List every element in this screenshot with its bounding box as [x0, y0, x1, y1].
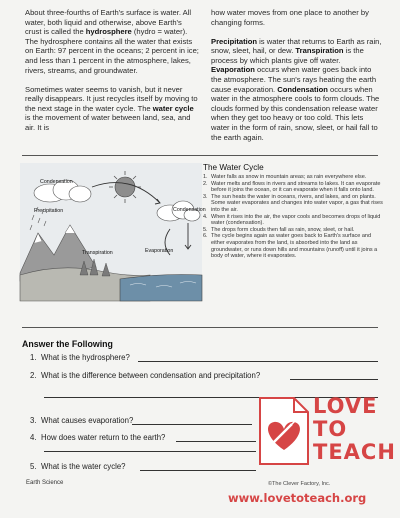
intro-left-column: [25, 8, 200, 142]
answer-line-3[interactable]: [132, 424, 252, 425]
logo-line-love: LOVE: [313, 394, 378, 418]
term-evaporation: Evaporation: [211, 65, 255, 75]
section-divider: [22, 155, 378, 156]
ocean: [120, 275, 202, 302]
answer-line-5[interactable]: [140, 470, 256, 471]
water-cycle-steps: [203, 163, 383, 260]
step-item: 2. Water melts and flows in rivers and streams to lakes. It can evaporate before it joins the ocean, or it can evaporate when it falls onto land.: [203, 180, 381, 194]
footer-copyright: ©The Clever Factory, Inc.: [268, 481, 331, 487]
question-4: 4. How does water return to the earth?: [30, 433, 166, 442]
question-5: 5. What is the water cycle?: [30, 462, 126, 471]
term-condensation: Condensation: [277, 84, 328, 94]
intro-right-column: [211, 8, 383, 152]
term-transpiration: Transpiration: [295, 46, 344, 56]
water-cycle-diagram: [20, 163, 206, 301]
intro-paragraph-1: About three-fourths of Earth's surface is water. All water, both liquid and otherwise, above Earth's crust is called the hydrosphere (hydro = water). The hydrosphere contains all the water that exists on Earth: 97 percent in the oceans; 2 percent in ice; and less than 1 percent in the atmosphere, lakes, rivers, streams, and groundwater.: [25, 8, 199, 75]
intro-paragraph-4: Precipitation is water that returns to Earth as rain, snow, sleet, hail, or dew. Transpiration is the process by which plants give off water. Evaporation occurs when water goes back into the atmosphere. The sun's rays heating the earth cause evaporation. Condensation occurs when water in the atmosphere cools to form clouds. The clouds formed by this condensation release water when they get too heavy or too cold. This lets water in the form of rain, snow, sleet, or hail fall to the earth again.: [211, 36, 382, 142]
footer-subject: Earth Science: [26, 480, 64, 486]
answer-line-2a[interactable]: [290, 379, 378, 380]
label-evaporation: Evaporation: [145, 248, 174, 254]
intro-paragraph-2: Sometimes water seems to vanish, but it never really disappears. It just recycles itself by moving to the next stage in the water cycle. The water cycle is the movement of water between land, sea, and air. It is: [25, 84, 198, 133]
intro-paragraph-3: how water moves from one place to another by changing forms.: [211, 8, 369, 27]
logo-website[interactable]: www.lovetoteach.org: [228, 491, 367, 505]
question-3: 3. What causes evaporation?: [30, 416, 134, 425]
step-item: 3. The sun heats the water in oceans, rivers, and lakes, and on plants. Some water evaporates and changes into water vapor, a gas that rises into the air.: [203, 193, 383, 213]
logo-line-to: TO: [313, 417, 348, 441]
term-precipitation: Precipitation: [211, 36, 257, 46]
steps-list: [203, 174, 383, 260]
question-2: 2. What is the difference between condensation and precipitation?: [30, 371, 261, 380]
step-item: 5. The drops form clouds then fall as rain, snow, sleet, or hail.: [203, 226, 355, 233]
step-item: 6. The cycle begins again as water goes back to Earth's surface and either evaporates from the land, is absorbed into the land as groundwater, or runs down hills and mountains (runoff) until it joins a body of water, where it evaporates.: [203, 233, 378, 260]
answer-line-4a[interactable]: [176, 441, 256, 442]
label-transpiration: Transpiration: [82, 250, 113, 256]
logo-line-teach: TEACH: [313, 440, 396, 464]
love-to-teach-logo-icon: [258, 394, 310, 466]
label-condensation-right: Condensation: [173, 207, 206, 213]
term-hydrosphere: hydrosphere: [85, 27, 132, 37]
answer-line-4b[interactable]: [44, 451, 256, 452]
label-condensation-left: Condensation: [40, 179, 73, 185]
label-precipitation: Precipitation: [34, 208, 64, 214]
step-item: 1. Water falls as snow in mountain areas; as rain everywhere else.: [203, 174, 367, 180]
term-water-cycle: water cycle: [152, 103, 194, 113]
answer-line-1[interactable]: [138, 361, 378, 362]
step-item: 4. When it rises into the air, the vapor cools and becomes drops of liquid water (condensation).: [203, 213, 381, 227]
section-divider-2: [22, 327, 378, 328]
question-1: 1. What is the hydrosphere?: [30, 353, 130, 362]
water-cycle-title: The Water Cycle: [203, 163, 264, 172]
answer-title: Answer the Following: [22, 339, 113, 349]
